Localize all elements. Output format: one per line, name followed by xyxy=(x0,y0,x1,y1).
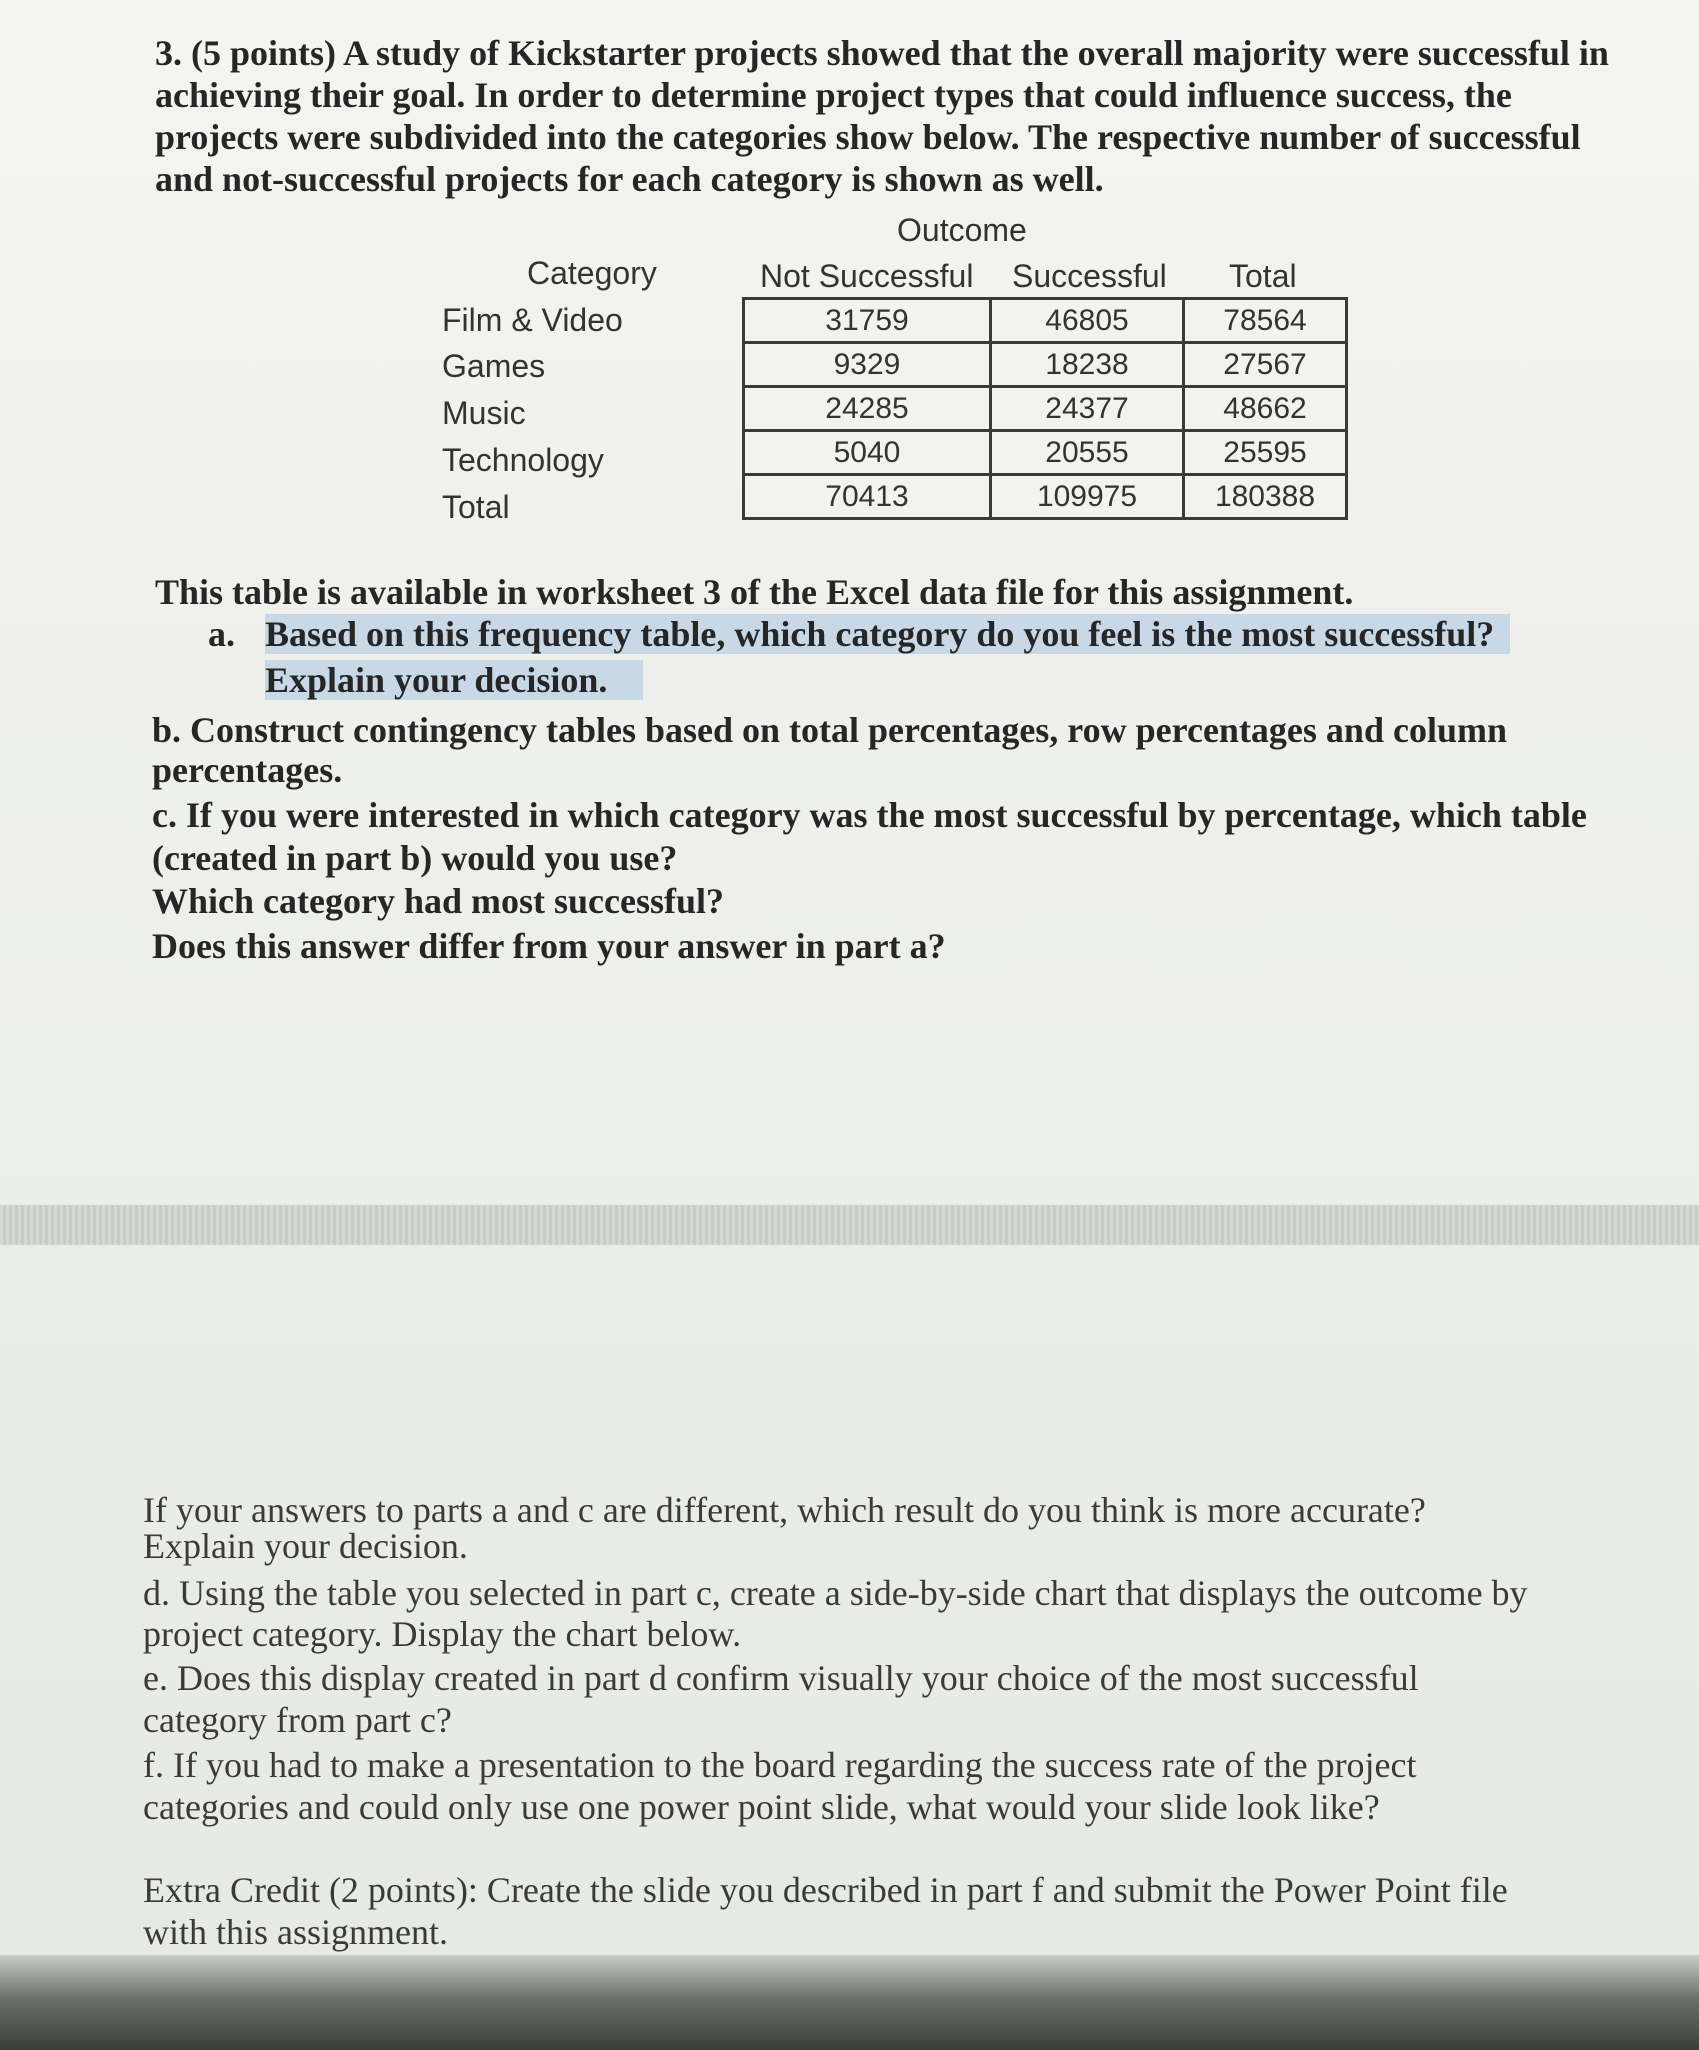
question-intro: 3. (5 points) A study of Kickstarter projects showed that the overall majority were successful in achieving their goal. In order to determine project types that could influence success, the projects were subdivided into the categories show below. The respective number of successful and not-successful projects for each category is shown as well. xyxy=(155,33,1609,199)
question-a-line1: Based on this frequency table, which category do you feel is the most successful? xyxy=(265,614,1510,654)
row-label-technology: Technology xyxy=(442,442,604,478)
question-c-followup-line1: If your answers to parts a and c are different, which result do you think is more accurate? xyxy=(143,1490,1426,1530)
column-header-total: Total xyxy=(1229,258,1297,294)
table-row xyxy=(744,475,1347,519)
category-header: Category xyxy=(527,255,657,291)
question-a-marker: a. xyxy=(208,614,235,654)
question-c-line3: Which category had most successful? xyxy=(152,881,724,921)
table-cell: 46805 xyxy=(991,299,1184,343)
table-cell: 24285 xyxy=(744,387,991,431)
table-cell: 5040 xyxy=(744,431,991,475)
row-label-film-video: Film & Video xyxy=(442,302,623,338)
question-d-line2: project category. Display the chart below. xyxy=(143,1614,742,1654)
table-cell: 48662 xyxy=(1184,387,1347,431)
frequency-table xyxy=(742,297,1348,520)
table-cell: 25595 xyxy=(1184,431,1347,475)
table-row xyxy=(744,299,1347,343)
table-cell: 18238 xyxy=(991,343,1184,387)
table-cell: 9329 xyxy=(744,343,991,387)
row-label-total: Total xyxy=(442,489,510,525)
question-c-line2: (created in part b) would you use? xyxy=(152,838,678,878)
question-b-line1: b. Construct contingency tables based on total percentages, row percentages and column xyxy=(152,710,1507,750)
extra-credit-line2: with this assignment. xyxy=(143,1912,448,1952)
table-cell: 24377 xyxy=(991,387,1184,431)
table-cell: 20555 xyxy=(991,431,1184,475)
table-row xyxy=(744,387,1347,431)
worksheet-note: This table is available in worksheet 3 of the Excel data file for this assignment. xyxy=(155,572,1354,612)
table-cell: 180388 xyxy=(1184,475,1347,519)
question-f-line2: categories and could only use one power point slide, what would your slide look like? xyxy=(143,1787,1380,1827)
table-cell: 70413 xyxy=(744,475,991,519)
question-c-line4: Does this answer differ from your answer in part a? xyxy=(152,926,946,966)
question-e-line1: e. Does this display created in part d confirm visually your choice of the most successful xyxy=(143,1658,1419,1698)
question-e-line2: category from part c? xyxy=(143,1700,452,1740)
table-row xyxy=(744,431,1347,475)
question-a-line2: Explain your decision. xyxy=(265,660,643,700)
question-b-line2: percentages. xyxy=(152,750,343,790)
table-row xyxy=(744,343,1347,387)
table-cell: 78564 xyxy=(1184,299,1347,343)
outcome-label: Outcome xyxy=(897,212,1027,248)
question-c-followup-line2: Explain your decision. xyxy=(143,1526,468,1566)
page-divider xyxy=(0,1205,1699,1245)
table-cell: 109975 xyxy=(991,475,1184,519)
column-header-successful: Successful xyxy=(1012,258,1167,294)
table-cell: 31759 xyxy=(744,299,991,343)
column-header-not-successful: Not Successful xyxy=(760,258,974,294)
question-c-line1: c. If you were interested in which category was the most successful by percentage, which table xyxy=(152,795,1587,835)
table-cell: 27567 xyxy=(1184,343,1347,387)
row-label-games: Games xyxy=(442,348,546,384)
question-f-line1: f. If you had to make a presentation to the board regarding the success rate of the project xyxy=(143,1745,1417,1785)
screen-bezel xyxy=(0,1955,1699,2050)
question-d-line1: d. Using the table you selected in part c, create a side-by-side chart that displays the outcome by xyxy=(143,1573,1528,1613)
row-label-music: Music xyxy=(442,395,526,431)
extra-credit-line1: Extra Credit (2 points): Create the slide you described in part f and submit the Power Point file xyxy=(143,1870,1508,1910)
